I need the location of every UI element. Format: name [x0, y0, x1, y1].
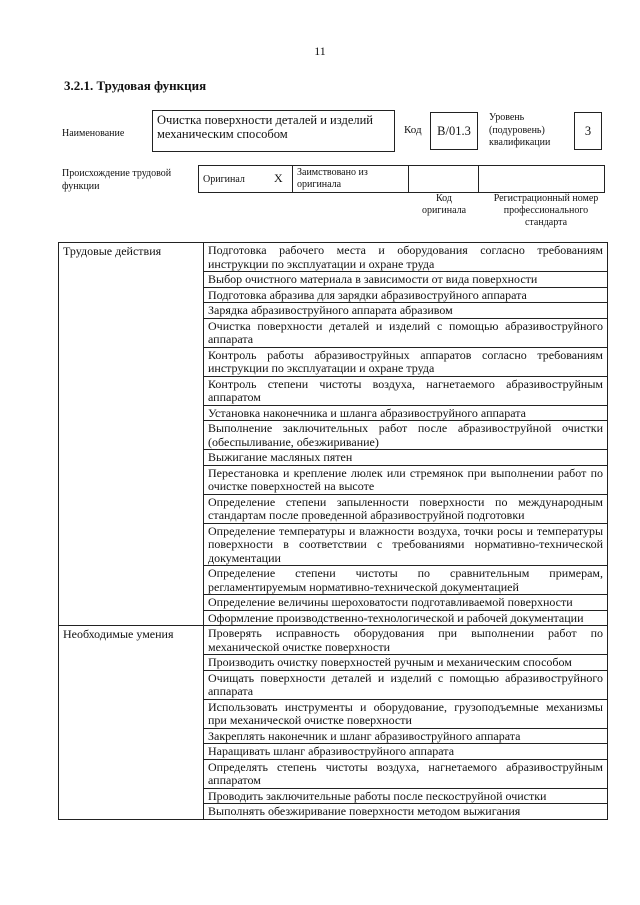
- code-label: Код: [404, 124, 422, 136]
- reg-number-label: Регистрационный номер профессионального стандарта: [493, 193, 599, 228]
- page-number: 11: [314, 44, 326, 58]
- function-name-value: Очистка поверхности деталей и изделий механическим способом: [157, 113, 373, 141]
- code-value: B/01.3: [437, 124, 471, 138]
- section-item: Подготовка абразива для зарядки абразивоструйного аппарата: [204, 287, 608, 303]
- section-item: Использовать инструменты и оборудование, грузоподъемные механизмы при механической очистке поверхности: [204, 699, 608, 728]
- level-value: 3: [584, 124, 592, 138]
- function-name-box: [152, 110, 395, 152]
- section-item: Закреплять наконечник и шланг абразивоструйного аппарата: [204, 728, 608, 744]
- origin-divider-2: [408, 165, 409, 193]
- section-item: Выжигание масляных пятен: [204, 450, 608, 466]
- section-item: Подготовка рабочего места и оборудования согласно требованиям инструкции по эксплуатации и охране труда: [204, 243, 608, 272]
- section-item: Перестановка и крепление люлек или стремянок при выполнении работ по очистке поверхностей на высоте: [204, 465, 608, 494]
- origin-label: Происхождение трудовой функции: [62, 168, 172, 192]
- table-row: [59, 626, 608, 655]
- name-label: Наименование: [62, 128, 125, 139]
- section-item: Определение степени чистоты по сравнительным примерам, регламентируемым нормативно-технической документацией: [204, 566, 608, 595]
- level-value-box: [574, 112, 602, 150]
- section-item: Проверять исправность оборудования при выполнении работ по механической очистке поверхности: [204, 626, 608, 655]
- table-row: [59, 243, 608, 272]
- origin-divider-3: [478, 165, 479, 193]
- section-name: Необходимые умения: [59, 626, 204, 820]
- section-item: Установка наконечника и шланга абразивоструйного аппарата: [204, 405, 608, 421]
- section-item: Определение температуры и влажности воздуха, точки росы и температуры поверхности в соответствии с требованиями нормативно-технической документации: [204, 523, 608, 566]
- section-item: Очистка поверхности деталей и изделий с помощью абразивоструйного аппарата: [204, 318, 608, 347]
- function-details-table: [58, 242, 608, 820]
- section-item: Контроль степени чистоты воздуха, нагнетаемого абразивоструйным аппаратом: [204, 376, 608, 405]
- section-name: Трудовые действия: [59, 243, 204, 626]
- code-original-label: Код оригинала: [421, 193, 467, 216]
- level-label: Уровень (подуровень) квалификации: [489, 112, 551, 148]
- section-item: Определение степени запыленности поверхности по международным стандартам после проведенной абразивоструйной подготовки: [204, 494, 608, 523]
- code-value-box: [430, 112, 478, 150]
- original-label: Оригинал: [203, 174, 245, 185]
- section-title: 3.2.1. Трудовая функция: [64, 78, 207, 93]
- original-mark: X: [274, 171, 283, 185]
- borrowed-label: Заимствовано из оригинала: [297, 167, 368, 190]
- section-item: Выполнение заключительных работ после абразивоструйной очистки (обеспыливание, обезжиривание): [204, 421, 608, 450]
- section-item: Выбор очистного материала в зависимости от вида поверхности: [204, 272, 608, 288]
- section-item: Наращивать шланг абразивоструйного аппарата: [204, 744, 608, 760]
- section-item: Выполнять обезжиривание поверхности методом выжигания: [204, 804, 608, 820]
- section-item: Определять степень чистоты воздуха, нагнетаемого абразивоструйным аппаратом: [204, 759, 608, 788]
- section-item: Контроль работы абразивоструйных аппаратов согласно требованиям инструкции по эксплуатации и охране труда: [204, 347, 608, 376]
- section-item: Проводить заключительные работы после пескоструйной очистки: [204, 788, 608, 804]
- section-item: Определение величины шероховатости подготавливаемой поверхности: [204, 595, 608, 611]
- section-item: Производить очистку поверхностей ручным и механическим способом: [204, 655, 608, 671]
- origin-divider-1: [292, 165, 293, 193]
- section-item: Оформление производственно-технологической и рабочей документации: [204, 610, 608, 626]
- section-item: Зарядка абразивоструйного аппарата абразивом: [204, 303, 608, 319]
- section-item: Очищать поверхности деталей и изделий с помощью абразивоструйного аппарата: [204, 670, 608, 699]
